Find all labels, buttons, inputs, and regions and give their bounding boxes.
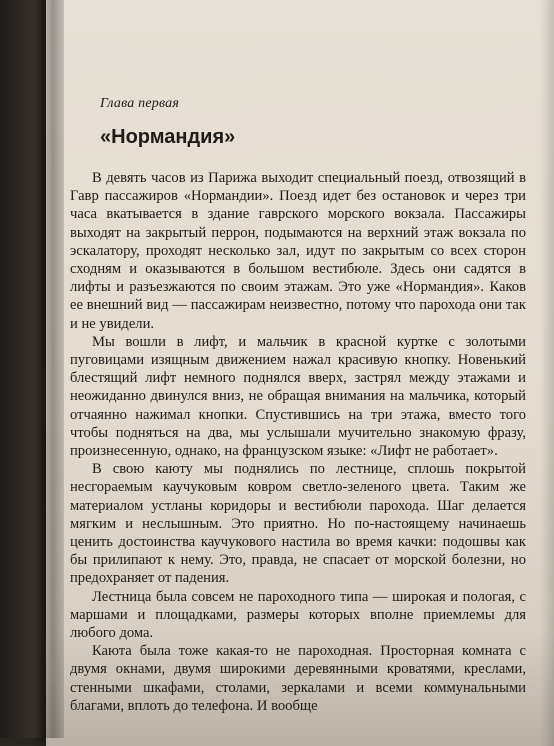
- paragraph: Лестница была совсем не пароходного типа — широкая и пологая, с маршами и площадками, размеры которых вполне приемлемы для любого дома.: [70, 588, 526, 642]
- paragraph: Каюта была тоже какая-то не пароходная. Просторная комната с двумя окнами, двумя широкими деревянными кроватями, креслами, стенными шкафами, столами, зеркалами и всеми коммунальными благами, вплоть до телефона. И вообще: [70, 643, 526, 714]
- chapter-title: «Нормандия»: [100, 126, 236, 148]
- chapter-label: Глава первая: [100, 96, 180, 111]
- paragraph: В девять часов из Парижа выходит специальный поезд, отвозящий в Гавр пассажиров «Нормандии». Поезд идет без остановок и через три часа вкатывается в здание гаврского морского вокзала. Пассажиры выходят на закрытый перрон, подымаются на верхний этаж вокзала по эскалатору, проходят несколько зал, идут по закрытым со всех сторон сходням и оказываются в большом вестибюле. Здесь они садятся в лифты и разъезжаются по своим этажам. Это уже «Нормандия». Каков ее внешний вид — пассажирам неизвестно, потому что парохода они так и не увидели.: [70, 170, 526, 332]
- page-text-block: [58, 96, 526, 715]
- paragraph: В свою каюту мы поднялись по лестнице, сплошь покрытой несгораемым каучуковым ковром светло-зеленого цвета. Таким же материалом устланы коридоры и вестибюли парохода. Шаг делается мягким и неслышным. Это приятно. Но по-настоящему начинаешь ценить достоинства каучукового настила во время качки: подошвы как бы прилипают к нему. Это, правда, не спасает от морской болезни, но предохраняет от падения.: [70, 461, 526, 587]
- paragraph: Мы вошли в лифт, и мальчик в красной куртке с золотыми пуговицами изящным движением нажал красивую кнопку. Новенький блестящий лифт немного поднялся вверх, застрял между этажами и неожиданно двинулся вниз, не обращая внимания на мальчика, который отчаянно нажимал кнопки. Спустившись на три этажа, вместо того чтобы подняться на два, мы услышали мучительно знакомую фразу, произнесенную, однако, на французском языке: «Лифт не работает».: [70, 333, 526, 460]
